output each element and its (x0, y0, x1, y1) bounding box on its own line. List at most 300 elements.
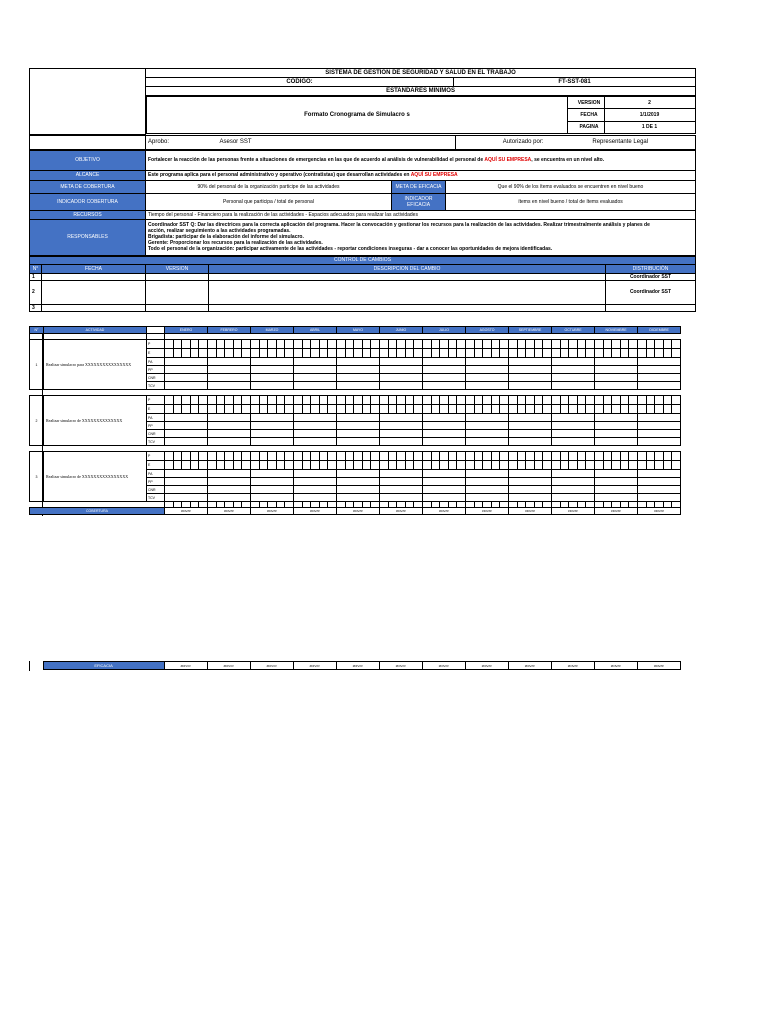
month-value-cell[interactable] (423, 374, 466, 382)
week-cell[interactable] (173, 405, 182, 414)
month-value-cell[interactable] (638, 494, 681, 502)
week-cell[interactable] (345, 396, 354, 405)
week-cell[interactable] (663, 405, 672, 414)
month-value-cell[interactable] (638, 382, 681, 390)
month-value-cell[interactable] (509, 382, 552, 390)
week-cell[interactable] (388, 405, 397, 414)
week-cell[interactable] (190, 396, 199, 405)
week-cell[interactable] (173, 340, 182, 349)
week-cell[interactable] (638, 349, 647, 358)
week-cell[interactable] (629, 340, 638, 349)
week-cell[interactable] (294, 452, 303, 461)
week-cell[interactable] (173, 461, 182, 470)
week-cell[interactable] (431, 452, 440, 461)
week-cell[interactable] (285, 396, 294, 405)
week-cell[interactable] (466, 452, 475, 461)
week-cell[interactable] (672, 452, 681, 461)
week-cell[interactable] (294, 405, 303, 414)
week-cell[interactable] (431, 349, 440, 358)
week-cell[interactable] (242, 461, 251, 470)
month-value-cell[interactable] (294, 414, 337, 422)
month-value-cell[interactable] (294, 366, 337, 374)
month-value-cell[interactable] (165, 374, 208, 382)
week-cell[interactable] (672, 340, 681, 349)
week-cell[interactable] (526, 396, 535, 405)
week-cell[interactable] (646, 452, 655, 461)
month-value-cell[interactable] (165, 358, 208, 366)
month-value-cell[interactable] (509, 366, 552, 374)
week-cell[interactable] (405, 452, 414, 461)
month-value-cell[interactable] (165, 438, 208, 446)
week-cell[interactable] (612, 461, 621, 470)
week-cell[interactable] (595, 452, 604, 461)
week-cell[interactable] (466, 405, 475, 414)
week-cell[interactable] (655, 405, 664, 414)
week-cell[interactable] (354, 340, 363, 349)
month-value-cell[interactable] (337, 374, 380, 382)
week-cell[interactable] (500, 396, 509, 405)
week-cell[interactable] (646, 340, 655, 349)
month-value-cell[interactable] (294, 430, 337, 438)
month-value-cell[interactable] (294, 478, 337, 486)
week-cell[interactable] (423, 396, 432, 405)
month-value-cell[interactable] (423, 414, 466, 422)
week-cell[interactable] (242, 396, 251, 405)
month-value-cell[interactable] (165, 478, 208, 486)
month-value-cell[interactable] (552, 414, 595, 422)
week-cell[interactable] (440, 405, 449, 414)
month-value-cell[interactable] (552, 478, 595, 486)
week-cell[interactable] (620, 461, 629, 470)
week-cell[interactable] (491, 405, 500, 414)
week-cell[interactable] (225, 340, 234, 349)
month-value-cell[interactable] (294, 382, 337, 390)
week-cell[interactable] (354, 461, 363, 470)
month-value-cell[interactable] (595, 374, 638, 382)
week-cell[interactable] (285, 461, 294, 470)
week-cell[interactable] (517, 396, 526, 405)
month-value-cell[interactable] (552, 430, 595, 438)
week-cell[interactable] (165, 452, 174, 461)
week-cell[interactable] (491, 452, 500, 461)
week-cell[interactable] (534, 340, 543, 349)
week-cell[interactable] (294, 349, 303, 358)
week-cell[interactable] (276, 452, 285, 461)
week-cell[interactable] (276, 405, 285, 414)
month-value-cell[interactable] (466, 438, 509, 446)
week-cell[interactable] (457, 396, 466, 405)
week-cell[interactable] (337, 349, 346, 358)
week-cell[interactable] (534, 349, 543, 358)
week-cell[interactable] (483, 340, 492, 349)
week-cell[interactable] (259, 349, 268, 358)
week-cell[interactable] (543, 405, 552, 414)
month-value-cell[interactable] (250, 478, 293, 486)
week-cell[interactable] (405, 396, 414, 405)
week-cell[interactable] (397, 405, 406, 414)
week-cell[interactable] (595, 405, 604, 414)
month-value-cell[interactable] (207, 358, 250, 366)
week-cell[interactable] (629, 349, 638, 358)
week-cell[interactable] (646, 405, 655, 414)
month-value-cell[interactable] (250, 430, 293, 438)
week-cell[interactable] (509, 405, 518, 414)
week-cell[interactable] (362, 396, 371, 405)
month-value-cell[interactable] (423, 366, 466, 374)
month-value-cell[interactable] (423, 486, 466, 494)
week-cell[interactable] (646, 349, 655, 358)
week-cell[interactable] (182, 461, 191, 470)
week-cell[interactable] (448, 405, 457, 414)
month-value-cell[interactable] (380, 486, 423, 494)
week-cell[interactable] (431, 461, 440, 470)
month-value-cell[interactable] (509, 486, 552, 494)
month-value-cell[interactable] (207, 494, 250, 502)
month-value-cell[interactable] (509, 478, 552, 486)
week-cell[interactable] (190, 461, 199, 470)
month-value-cell[interactable] (250, 494, 293, 502)
week-cell[interactable] (371, 405, 380, 414)
week-cell[interactable] (423, 340, 432, 349)
week-cell[interactable] (629, 461, 638, 470)
week-cell[interactable] (440, 452, 449, 461)
week-cell[interactable] (216, 349, 225, 358)
month-value-cell[interactable] (207, 470, 250, 478)
week-cell[interactable] (173, 452, 182, 461)
week-cell[interactable] (173, 349, 182, 358)
month-value-cell[interactable] (207, 366, 250, 374)
week-cell[interactable] (397, 461, 406, 470)
week-cell[interactable] (534, 396, 543, 405)
week-cell[interactable] (560, 452, 569, 461)
week-cell[interactable] (388, 396, 397, 405)
month-value-cell[interactable] (207, 414, 250, 422)
month-value-cell[interactable] (509, 430, 552, 438)
month-value-cell[interactable] (595, 470, 638, 478)
week-cell[interactable] (517, 349, 526, 358)
month-value-cell[interactable] (423, 358, 466, 366)
week-cell[interactable] (569, 405, 578, 414)
month-value-cell[interactable] (207, 438, 250, 446)
month-value-cell[interactable] (250, 382, 293, 390)
week-cell[interactable] (620, 405, 629, 414)
week-cell[interactable] (526, 452, 535, 461)
week-cell[interactable] (216, 461, 225, 470)
month-value-cell[interactable] (380, 358, 423, 366)
week-cell[interactable] (405, 461, 414, 470)
week-cell[interactable] (483, 405, 492, 414)
week-cell[interactable] (586, 349, 595, 358)
week-cell[interactable] (233, 349, 242, 358)
month-value-cell[interactable] (207, 374, 250, 382)
month-value-cell[interactable] (165, 470, 208, 478)
week-cell[interactable] (250, 452, 259, 461)
week-cell[interactable] (337, 461, 346, 470)
week-cell[interactable] (405, 349, 414, 358)
week-cell[interactable] (207, 340, 216, 349)
month-value-cell[interactable] (595, 422, 638, 430)
week-cell[interactable] (207, 405, 216, 414)
week-cell[interactable] (534, 461, 543, 470)
week-cell[interactable] (603, 461, 612, 470)
month-value-cell[interactable] (165, 422, 208, 430)
week-cell[interactable] (500, 349, 509, 358)
week-cell[interactable] (560, 405, 569, 414)
week-cell[interactable] (388, 461, 397, 470)
week-cell[interactable] (663, 396, 672, 405)
week-cell[interactable] (414, 452, 423, 461)
week-cell[interactable] (319, 349, 328, 358)
week-cell[interactable] (397, 396, 406, 405)
week-cell[interactable] (268, 461, 277, 470)
month-value-cell[interactable] (638, 430, 681, 438)
week-cell[interactable] (500, 340, 509, 349)
week-cell[interactable] (655, 340, 664, 349)
week-cell[interactable] (414, 405, 423, 414)
week-cell[interactable] (173, 396, 182, 405)
week-cell[interactable] (491, 396, 500, 405)
week-cell[interactable] (431, 405, 440, 414)
week-cell[interactable] (319, 452, 328, 461)
week-cell[interactable] (371, 349, 380, 358)
week-cell[interactable] (577, 452, 586, 461)
week-cell[interactable] (285, 452, 294, 461)
week-cell[interactable] (509, 396, 518, 405)
week-cell[interactable] (586, 405, 595, 414)
month-value-cell[interactable] (294, 494, 337, 502)
week-cell[interactable] (423, 461, 432, 470)
week-cell[interactable] (371, 461, 380, 470)
month-value-cell[interactable] (509, 470, 552, 478)
month-value-cell[interactable] (552, 382, 595, 390)
week-cell[interactable] (457, 340, 466, 349)
week-cell[interactable] (466, 396, 475, 405)
week-cell[interactable] (474, 461, 483, 470)
week-cell[interactable] (345, 452, 354, 461)
week-cell[interactable] (250, 349, 259, 358)
week-cell[interactable] (457, 461, 466, 470)
week-cell[interactable] (380, 396, 389, 405)
week-cell[interactable] (182, 340, 191, 349)
month-value-cell[interactable] (207, 430, 250, 438)
week-cell[interactable] (552, 396, 561, 405)
week-cell[interactable] (466, 340, 475, 349)
month-value-cell[interactable] (595, 382, 638, 390)
month-value-cell[interactable] (466, 374, 509, 382)
week-cell[interactable] (534, 405, 543, 414)
week-cell[interactable] (207, 396, 216, 405)
week-cell[interactable] (380, 349, 389, 358)
month-value-cell[interactable] (165, 494, 208, 502)
week-cell[interactable] (423, 349, 432, 358)
week-cell[interactable] (638, 340, 647, 349)
week-cell[interactable] (543, 340, 552, 349)
month-value-cell[interactable] (638, 422, 681, 430)
month-value-cell[interactable] (552, 358, 595, 366)
month-value-cell[interactable] (423, 382, 466, 390)
week-cell[interactable] (655, 396, 664, 405)
week-cell[interactable] (638, 405, 647, 414)
month-value-cell[interactable] (165, 430, 208, 438)
month-value-cell[interactable] (552, 486, 595, 494)
week-cell[interactable] (225, 461, 234, 470)
week-cell[interactable] (629, 396, 638, 405)
month-value-cell[interactable] (337, 430, 380, 438)
week-cell[interactable] (268, 452, 277, 461)
month-value-cell[interactable] (250, 358, 293, 366)
week-cell[interactable] (182, 396, 191, 405)
week-cell[interactable] (655, 349, 664, 358)
week-cell[interactable] (311, 461, 320, 470)
month-value-cell[interactable] (207, 486, 250, 494)
week-cell[interactable] (354, 349, 363, 358)
week-cell[interactable] (552, 452, 561, 461)
month-value-cell[interactable] (552, 494, 595, 502)
week-cell[interactable] (491, 340, 500, 349)
week-cell[interactable] (483, 396, 492, 405)
week-cell[interactable] (225, 452, 234, 461)
month-value-cell[interactable] (466, 414, 509, 422)
month-value-cell[interactable] (466, 478, 509, 486)
week-cell[interactable] (526, 461, 535, 470)
week-cell[interactable] (509, 340, 518, 349)
week-cell[interactable] (302, 452, 311, 461)
month-value-cell[interactable] (638, 366, 681, 374)
week-cell[interactable] (483, 349, 492, 358)
week-cell[interactable] (190, 452, 199, 461)
week-cell[interactable] (603, 452, 612, 461)
week-cell[interactable] (483, 452, 492, 461)
month-value-cell[interactable] (294, 422, 337, 430)
month-value-cell[interactable] (250, 438, 293, 446)
month-value-cell[interactable] (294, 438, 337, 446)
week-cell[interactable] (371, 340, 380, 349)
week-cell[interactable] (190, 349, 199, 358)
week-cell[interactable] (414, 340, 423, 349)
week-cell[interactable] (276, 396, 285, 405)
week-cell[interactable] (207, 349, 216, 358)
week-cell[interactable] (268, 405, 277, 414)
week-cell[interactable] (319, 405, 328, 414)
week-cell[interactable] (586, 461, 595, 470)
week-cell[interactable] (595, 340, 604, 349)
week-cell[interactable] (414, 396, 423, 405)
week-cell[interactable] (672, 349, 681, 358)
week-cell[interactable] (380, 405, 389, 414)
week-cell[interactable] (199, 405, 208, 414)
month-value-cell[interactable] (250, 374, 293, 382)
week-cell[interactable] (216, 340, 225, 349)
week-cell[interactable] (190, 405, 199, 414)
week-cell[interactable] (586, 396, 595, 405)
week-cell[interactable] (552, 405, 561, 414)
week-cell[interactable] (466, 349, 475, 358)
week-cell[interactable] (646, 461, 655, 470)
week-cell[interactable] (225, 405, 234, 414)
week-cell[interactable] (380, 452, 389, 461)
month-value-cell[interactable] (165, 382, 208, 390)
week-cell[interactable] (543, 349, 552, 358)
month-value-cell[interactable] (294, 470, 337, 478)
week-cell[interactable] (276, 340, 285, 349)
week-cell[interactable] (311, 340, 320, 349)
week-cell[interactable] (199, 340, 208, 349)
week-cell[interactable] (259, 396, 268, 405)
month-value-cell[interactable] (638, 470, 681, 478)
week-cell[interactable] (423, 452, 432, 461)
week-cell[interactable] (612, 452, 621, 461)
week-cell[interactable] (500, 461, 509, 470)
month-value-cell[interactable] (595, 366, 638, 374)
week-cell[interactable] (362, 349, 371, 358)
week-cell[interactable] (483, 461, 492, 470)
month-value-cell[interactable] (466, 430, 509, 438)
week-cell[interactable] (603, 405, 612, 414)
month-value-cell[interactable] (250, 414, 293, 422)
week-cell[interactable] (165, 461, 174, 470)
week-cell[interactable] (423, 405, 432, 414)
month-value-cell[interactable] (250, 366, 293, 374)
week-cell[interactable] (388, 349, 397, 358)
week-cell[interactable] (517, 461, 526, 470)
week-cell[interactable] (577, 349, 586, 358)
month-value-cell[interactable] (638, 478, 681, 486)
month-value-cell[interactable] (595, 478, 638, 486)
week-cell[interactable] (345, 349, 354, 358)
week-cell[interactable] (165, 340, 174, 349)
week-cell[interactable] (319, 396, 328, 405)
month-value-cell[interactable] (337, 414, 380, 422)
week-cell[interactable] (285, 349, 294, 358)
week-cell[interactable] (569, 340, 578, 349)
week-cell[interactable] (448, 396, 457, 405)
week-cell[interactable] (328, 349, 337, 358)
month-value-cell[interactable] (380, 494, 423, 502)
week-cell[interactable] (448, 461, 457, 470)
week-cell[interactable] (474, 405, 483, 414)
week-cell[interactable] (380, 340, 389, 349)
week-cell[interactable] (354, 405, 363, 414)
week-cell[interactable] (560, 461, 569, 470)
week-cell[interactable] (311, 349, 320, 358)
week-cell[interactable] (397, 340, 406, 349)
week-cell[interactable] (638, 396, 647, 405)
week-cell[interactable] (319, 461, 328, 470)
week-cell[interactable] (199, 452, 208, 461)
week-cell[interactable] (414, 461, 423, 470)
week-cell[interactable] (440, 396, 449, 405)
month-value-cell[interactable] (380, 430, 423, 438)
week-cell[interactable] (663, 452, 672, 461)
week-cell[interactable] (655, 461, 664, 470)
week-cell[interactable] (285, 340, 294, 349)
week-cell[interactable] (311, 396, 320, 405)
week-cell[interactable] (517, 405, 526, 414)
week-cell[interactable] (233, 340, 242, 349)
week-cell[interactable] (603, 396, 612, 405)
week-cell[interactable] (629, 405, 638, 414)
week-cell[interactable] (371, 452, 380, 461)
week-cell[interactable] (620, 349, 629, 358)
month-value-cell[interactable] (337, 422, 380, 430)
week-cell[interactable] (354, 396, 363, 405)
week-cell[interactable] (225, 396, 234, 405)
week-cell[interactable] (190, 340, 199, 349)
week-cell[interactable] (663, 461, 672, 470)
week-cell[interactable] (207, 461, 216, 470)
week-cell[interactable] (448, 452, 457, 461)
month-value-cell[interactable] (250, 422, 293, 430)
